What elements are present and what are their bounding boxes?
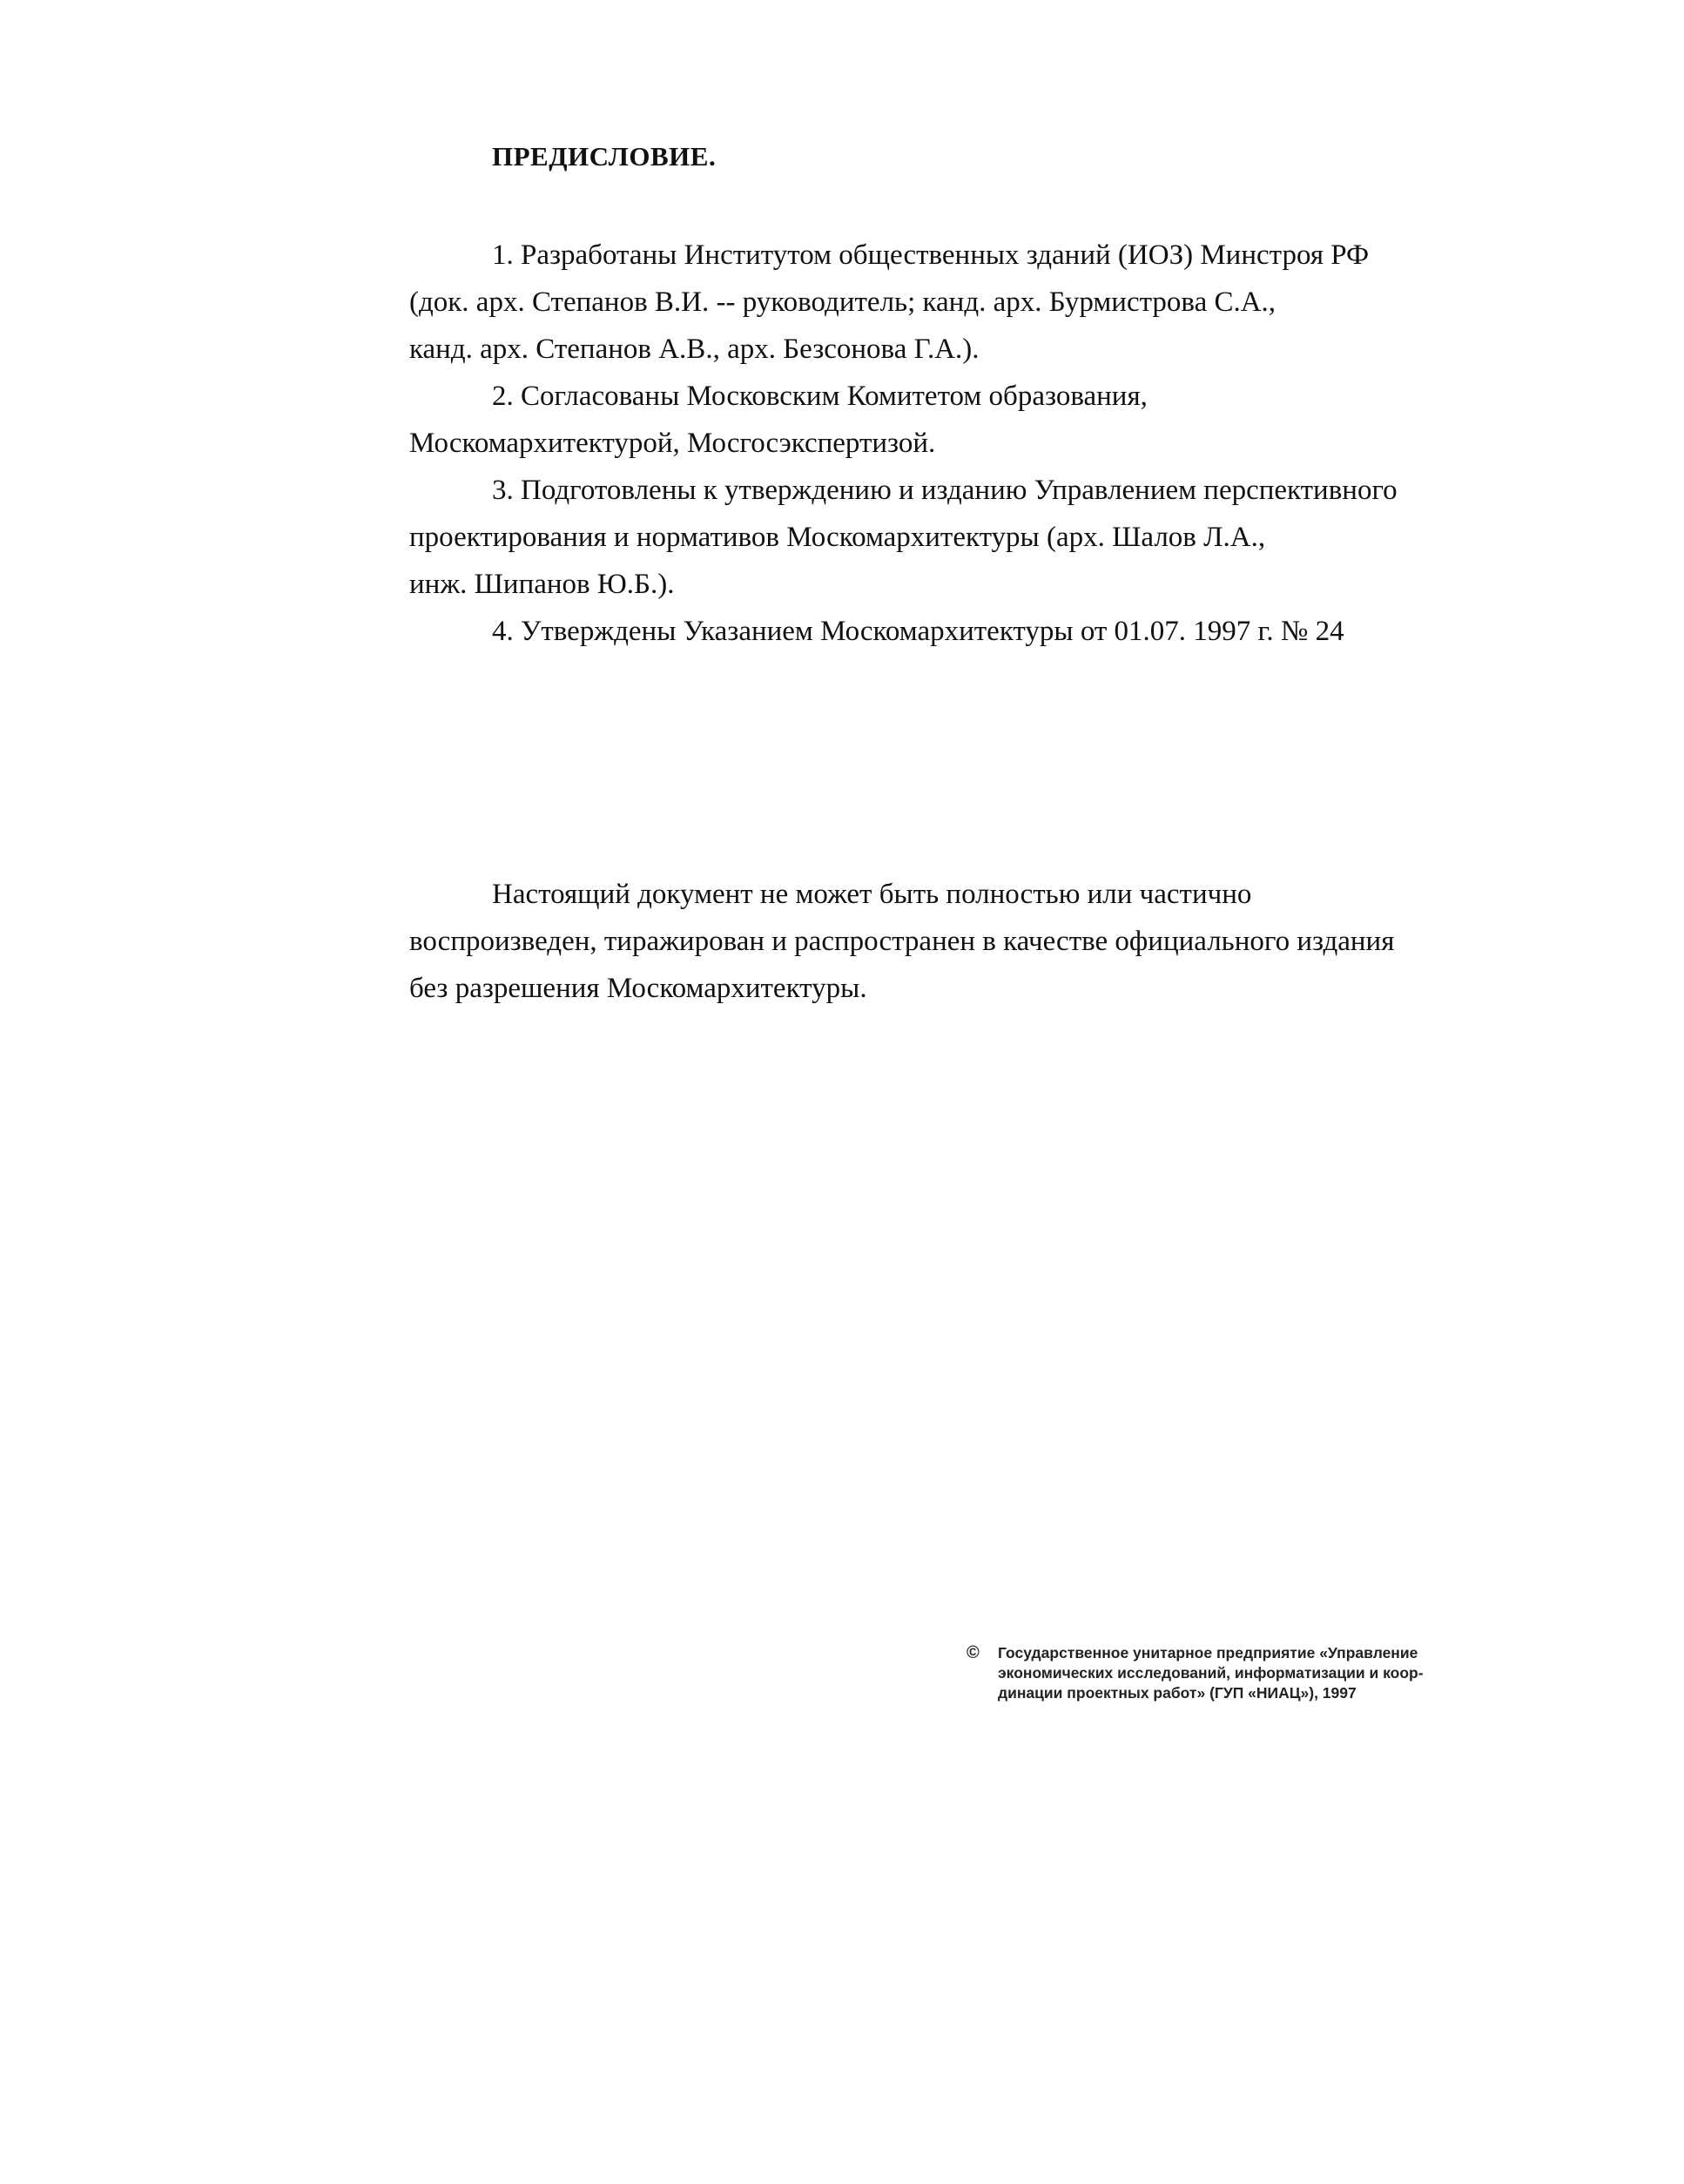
preface-item-1-line-3: канд. арх. Степанов А.В., арх. Безсонова Г.А.). (409, 334, 980, 365)
copyright-line-1: Государственное унитарное предприятие «Управление (998, 1644, 1418, 1662)
preface-list (409, 232, 1541, 655)
preface-item-2-line-2: Москомархитектурой, Мосгосэкспертизой. (409, 428, 936, 459)
preface-item-3-line-1: 3. Подготовлены к утверждению и изданию Управлением перспективного (492, 475, 1398, 506)
reproduction-notice (409, 871, 1541, 1012)
copyright-notice (967, 1643, 1489, 1703)
preface-item-2-line-1: 2. Согласованы Московским Комитетом образования, (492, 381, 1148, 412)
copyright-line-3: динации проектных работ» (ГУП «НИАЦ»), 1997 (998, 1684, 1357, 1702)
notice-line-3: без разрешения Москомархитектуры. (409, 973, 867, 1004)
copyright-icon: © (967, 1643, 980, 1662)
copyright-text (998, 1643, 1489, 1703)
page-title: ПРЕДИСЛОВИЕ. (492, 141, 717, 172)
preface-item-1-line-2: (док. арх. Степанов В.И. -- руководитель; канд. арх. Бурмистрова С.А., (409, 286, 1276, 318)
preface-item-3-line-2: проектирования и нормативов Москомархитектуры (арх. Шалов Л.А., (409, 522, 1266, 553)
notice-line-1: Настоящий документ не может быть полностью или частично (492, 879, 1252, 910)
preface-item-4-line-1: 4. Утверждены Указанием Москомархитектуры от 01.07. 1997 г. № 24 (492, 616, 1344, 647)
preface-item-1-line-1: 1. Разработаны Институтом общественных зданий (ИОЗ) Минстроя РФ (492, 239, 1370, 271)
preface-item-3-line-3: инж. Шипанов Ю.Б.). (409, 569, 675, 600)
copyright-line-2: экономических исследований, информатизации и коор- (998, 1664, 1424, 1682)
notice-line-2: воспроизведен, тиражирован и распространен в качестве официального издания (409, 926, 1395, 957)
